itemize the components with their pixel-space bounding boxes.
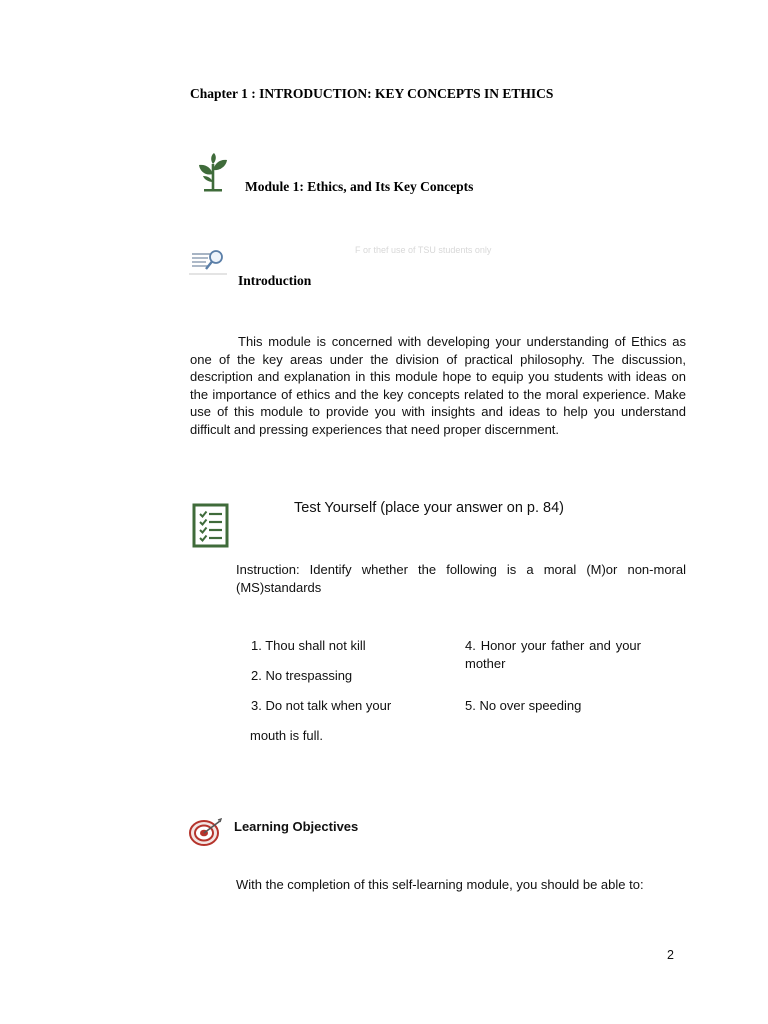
document-magnifier-icon bbox=[188, 248, 228, 278]
chapter-title: Chapter 1 : INTRODUCTION: KEY CONCEPTS IN ETHICS bbox=[190, 86, 554, 101]
list-item: 1. Thou shall not kill bbox=[251, 638, 366, 653]
test-instruction: Instruction: Identify whether the following is a moral (M)or non-moral (MS)standards bbox=[236, 562, 686, 595]
list-item: mouth is full. bbox=[250, 728, 323, 743]
checklist-icon bbox=[192, 503, 230, 549]
page-number: 2 bbox=[667, 948, 674, 962]
list-item: 3. Do not talk when your bbox=[251, 698, 392, 713]
sprout-icon bbox=[196, 152, 230, 192]
list-item: 5. No over speeding bbox=[465, 698, 582, 713]
learning-objectives-text: With the completion of this self-learning module, you should be able to: bbox=[236, 877, 644, 892]
watermark-text: F or thef use of TSU students only bbox=[355, 245, 492, 255]
module-title: Module 1: Ethics, and Its Key Concepts bbox=[245, 179, 474, 194]
list-item: 2. No trespassing bbox=[251, 668, 353, 683]
list-item: 4. Honor your father and your mother bbox=[465, 638, 641, 671]
test-yourself-heading: Test Yourself (place your answer on p. 84) bbox=[294, 500, 565, 516]
target-icon bbox=[188, 818, 222, 848]
introduction-heading: Introduction bbox=[238, 273, 312, 288]
learning-objectives-heading: Learning Objectives bbox=[234, 819, 359, 834]
introduction-paragraph: This module is concerned with developing your understanding of Ethics as one of the key areas under the division of practical philosophy. The discussion, description and explanation in this module hope to equip you students with ideas on the importance of ethics and the key concepts related to the moral experience. Make use of this module to provide you with insights and ideas to help you understand difficult and pressing experiences that need proper discernment. bbox=[190, 334, 686, 437]
